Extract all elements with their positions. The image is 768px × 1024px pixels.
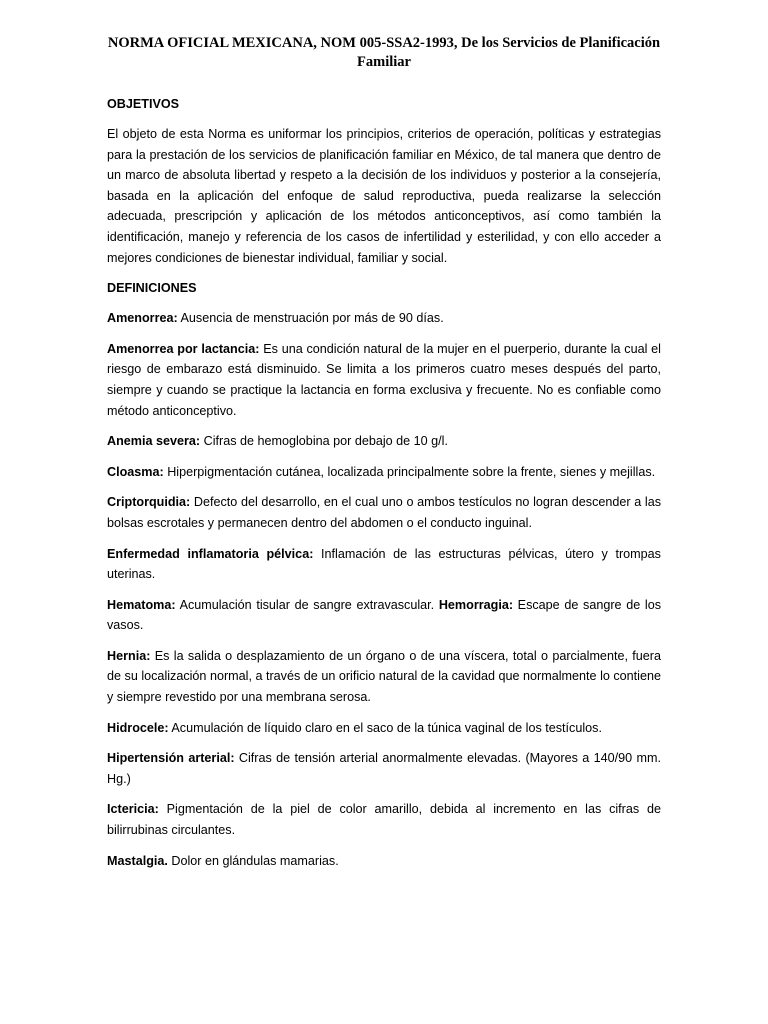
definition-text: Cifras de tensión arterial anormalmente elevadas. (Mayores a 140/90 mm. Hg.) [107,751,661,786]
definition-cloasma [107,462,661,483]
section-heading-definiciones: DEFINICIONES [107,281,197,296]
definition-term: Hidrocele: [107,720,169,735]
definition-term: Anemia severa: [107,434,201,449]
definition-term: Hematoma: [107,597,176,612]
definition-text: Defecto del desarrollo, en el cual uno o ambos testículos no logran descender a las bolsas escrotales y permanecen dentro del abdomen o el conducto inguinal. [107,495,661,530]
definition-text: Es la salida o desplazamiento de un órgano o de una víscera, total o parcialmente, fuera de su localización normal, a través de un orificio natural de la cavidad que normalmente lo contiene y siempre revestido por una membrana serosa. [107,648,661,705]
definition-text: Pigmentación de la piel de color amarillo, debida al incremento en las cifras de bilirrubinas circulantes. [107,802,661,838]
definition-hernia [107,646,661,708]
definition-term: Cloasma: [107,464,164,479]
definition-ictericia [107,799,661,840]
definition-term: Amenorrea por lactancia: [107,341,260,356]
definition-hidrocele [107,718,661,739]
definition-hematoma [107,595,661,636]
definition-term-hemorragia: Hemorragia: [438,597,514,612]
definition-term: Enfermedad inflamatoria pélvica: [107,546,314,561]
definition-text-hemorragia: Escape de sangre de los vasos. [107,597,661,633]
definition-text: Acumulación tisular de sangre extravascular. [175,597,439,612]
definition-text: Hiperpigmentación cutánea, localizada principalmente sobre la frente, sienes y mejillas. [163,464,656,479]
definition-amenorrea [107,308,661,329]
definition-text: Es una condición natural de la mujer en el puerperio, durante la cual el riesgo de embarazo está disminuido. Se limita a los primeros cuatro meses después del parto, siempre y cuando se practique la lactancia en forma exclusiva y frecuente. No es confiable como método anticonceptivo. [107,341,661,418]
definition-term: Criptorquidia: [107,495,191,510]
definition-term: Hipertensión arterial: [107,751,235,766]
definition-text: Ausencia de menstruación por más de 90 días. [177,311,444,326]
definition-term: Hernia: [107,648,151,663]
definition-hipertension-arterial [107,748,661,789]
section-heading-objetivos: OBJETIVOS [107,97,180,111]
definition-text: Dolor en glándulas mamarias. [167,853,339,868]
objetivos-paragraph: El objeto de esta Norma es uniformar los principios, criterios de operación, políticas y estrategias para la prestación de los servicios de planificación familiar en México, de tal manera que dentro de un marco de absoluta libertad y respeto a la decisión de los individuos y posterior a la consejería, basada en la aplicación del enfoque de salud reproductiva, pueda realizarse la selección adecuada, prescripción y aplicación de los métodos anticonceptivos, así como también la identificación, manejo y referencia de los casos de infertilidad y esterilidad, y con ello acceder a mejores condiciones de bienestar individual, familiar y social. [107,127,661,265]
definition-text: Cifras de hemoglobina por debajo de 10 g/l. [200,434,448,449]
document-title: NORMA OFICIAL MEXICANA, NOM 005-SSA2-1993, De los Servicios de Planificación Familiar [107,35,661,70]
definition-term: Amenorrea: [107,311,178,326]
definition-term: Ictericia: [107,802,159,817]
definition-enfermedad-inflamatoria-pelvica [107,544,661,585]
definition-text: Inflamación de las estructuras pélvicas, útero y trompas uterinas. [107,546,661,582]
definition-amenorrea-por-lactancia [107,339,661,421]
definition-term: Mastalgia. [107,853,168,868]
definition-anemia-severa [107,431,661,452]
definition-text: Acumulación de líquido claro en el saco de la túnica vaginal de los testículos. [168,720,602,735]
definition-criptorquidia [107,492,661,533]
definition-mastalgia [107,851,661,872]
